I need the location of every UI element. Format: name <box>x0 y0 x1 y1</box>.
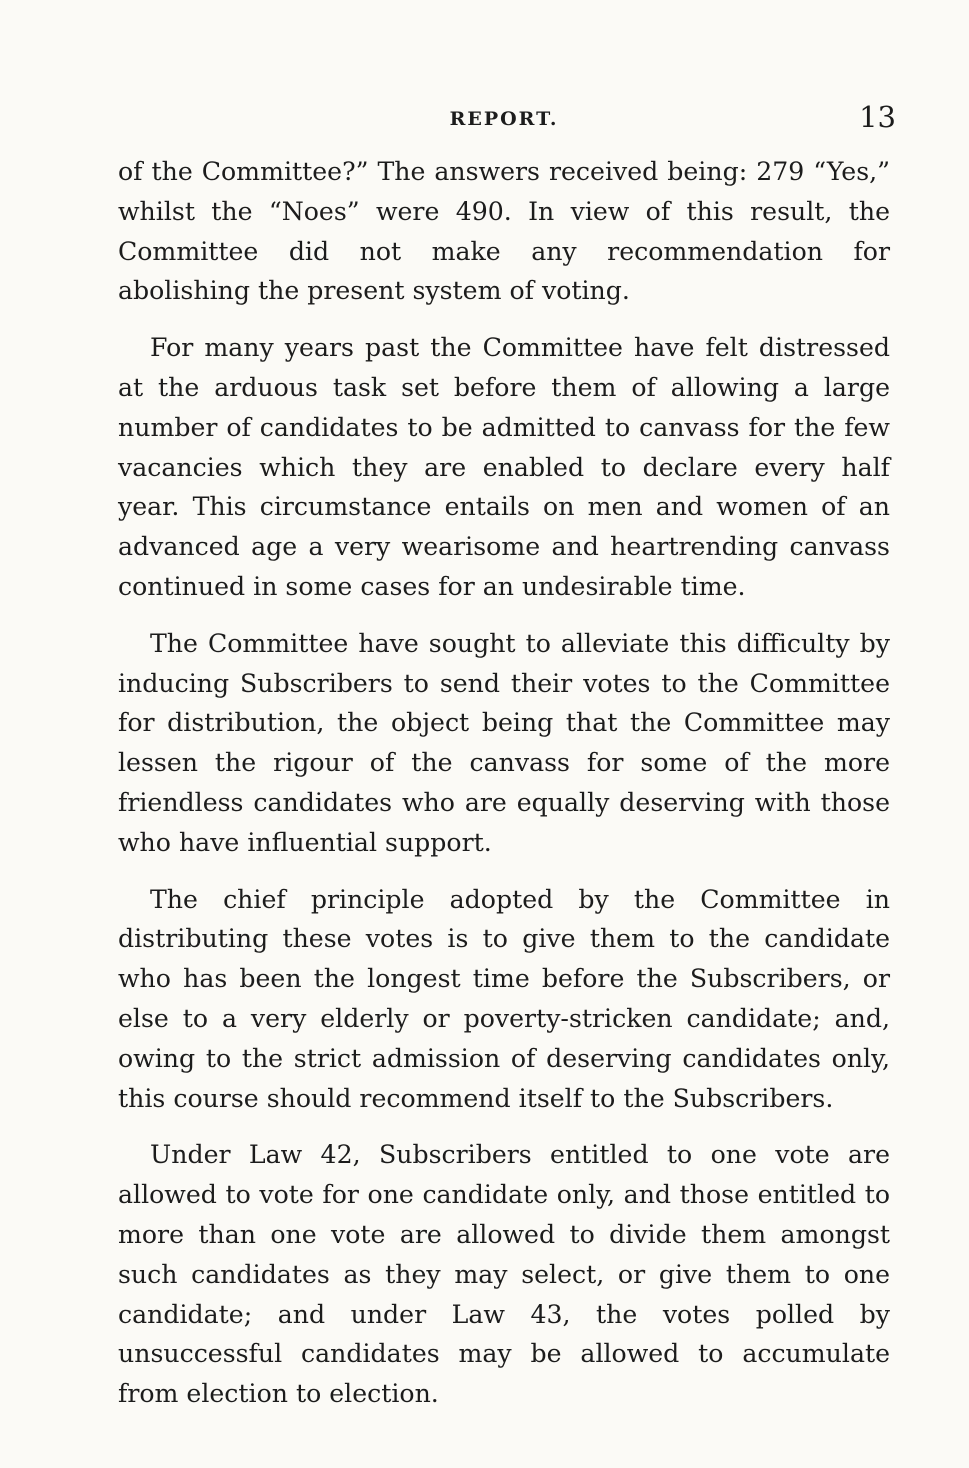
page-number: 13 <box>859 100 896 134</box>
running-title: REPORT. <box>449 108 559 130</box>
document-page <box>118 100 896 1414</box>
paragraph-5: Under Law 42, Subscribers entitled to one vote are allowed to vote for one candidate only, and those entitled to more than one vote are allowed to divide them amongst such candidates as they may select, or give them to one candidate; and under Law 43, the votes polled by unsuccessful candidates may be allowed to accumulate from election to election. <box>118 1140 890 1409</box>
paragraph-4: The chief principle adopted by the Committee in distributing these votes is to give them to the candidate who has been the longest time before the Subscribers, or else to a very elderly or poverty-stricken candidate; and, owing to the strict admission of deserving candidates only, this course should recommend itself to the Subscribers. <box>118 884 890 1113</box>
running-head <box>118 100 896 144</box>
paragraph-3: The Committee have sought to alleviate this difficulty by inducing Subscribers to send their votes to the Committee for distribution, the object being that the Committee may lessen the rigour of the canvass for some of the more friendless candidates who are equally deserving with those who have influential support. <box>118 628 890 857</box>
paragraph-1: of the Committee?” The answers received being: 279 “Yes,” whilst the “Noes” were 490. In view of this result, the Committee did not make any recommendation for abolishing the present system of voting. <box>118 157 890 306</box>
paragraph-2: For many years past the Committee have felt distressed at the arduous task set before them of allowing a large number of candidates to be admitted to canvass for the few vacancies which they are enabled to declare every half year. This circumstance entails on men and women of an advanced age a very wearisome and heartrending canvass continued in some cases for an undesirable time. <box>118 333 890 601</box>
